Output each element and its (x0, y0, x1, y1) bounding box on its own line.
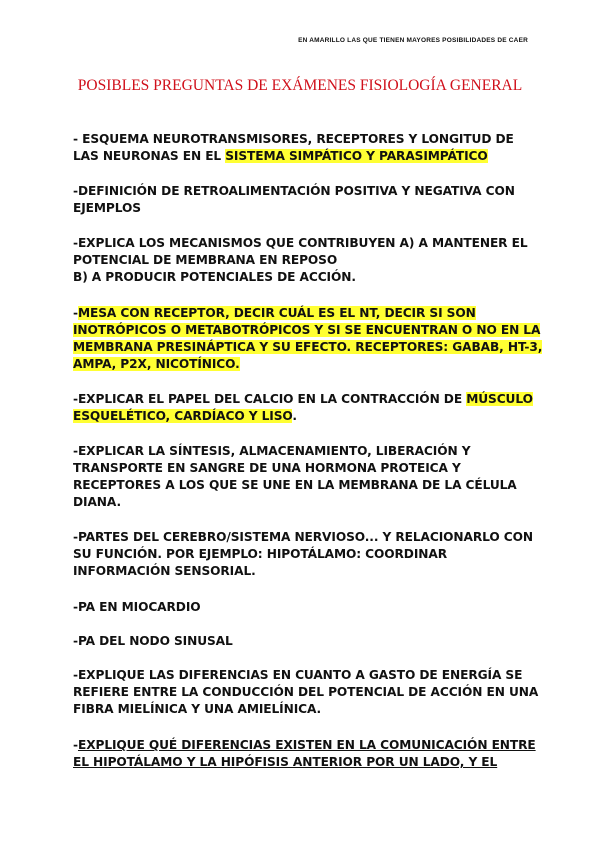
question-5 (73, 391, 543, 425)
question-7 (73, 529, 543, 580)
question-1 (73, 131, 543, 165)
question-5-period: . (292, 409, 297, 423)
question-3-text-b: B) A PRODUCIR POTENCIALES DE ACCIÓN. (73, 270, 356, 284)
question-6 (73, 443, 543, 511)
question-11-dash: - (73, 738, 78, 752)
question-4 (73, 305, 543, 373)
question-4-highlight: MESA CON RECEPTOR, DECIR CUÁL ES EL NT, DECIR SI SON INOTRÓPICOS O METABOTRÓPICOS Y SI SE ENCUENTRAN O NO EN LA MEMBRANA PRESINÁPTICA Y SU EFECTO. RECEPTORES: GABAB, HT-3, AMPA, P2X, NICOTÍNICO. (73, 306, 543, 371)
question-10 (73, 667, 543, 718)
page-title: POSIBLES PREGUNTAS DE EXÁMENES FISIOLOGÍA GENERAL (77, 77, 523, 94)
question-6-text: -EXPLICAR LA SÍNTESIS, ALMACENAMIENTO, LIBERACIÓN Y TRANSPORTE EN SANGRE DE UNA HORMONA PROTEICA Y RECEPTORES A LOS QUE SE UNE EN LA MEMBRANA DE LA CÉLULA DIANA. (73, 444, 517, 509)
question-8-text: -PA EN MIOCARDIO (73, 600, 201, 614)
question-3-text: -EXPLICA LOS MECANISMOS QUE CONTRIBUYEN A) A MANTENER EL POTENCIAL DE MEMBRANA EN REPOSO (73, 236, 528, 267)
question-3 (73, 235, 543, 286)
question-1-highlight: SISTEMA SIMPÁTICO Y PARASIMPÁTICO (225, 149, 488, 163)
question-2-text: -DEFINICIÓN DE RETROALIMENTACIÓN POSITIVA Y NEGATIVA CON EJEMPLOS (73, 184, 515, 215)
question-1-text: - ESQUEMA NEUROTRANSMISORES, RECEPTORES Y LONGITUD DE LAS NEURONAS EN EL (73, 132, 514, 163)
question-4-dash: - (73, 306, 78, 320)
question-11 (73, 737, 543, 771)
question-5-text: -EXPLICAR EL PAPEL DEL CALCIO EN LA CONTRACCIÓN DE (73, 392, 467, 406)
question-10-text: -EXPLIQUE LAS DIFERENCIAS EN CUANTO A GASTO DE ENERGÍA SE REFIERE ENTRE LA CONDUCCIÓN DEL POTENCIAL DE ACCIÓN EN UNA FIBRA MIELÍNICA Y UNA AMIELÍNICA. (73, 668, 539, 716)
question-11-underlined: EXPLIQUE QUÉ DIFERENCIAS EXISTEN EN LA COMUNICACIÓN ENTRE EL HIPOTÁLAMO Y LA HIPÓFISIS ANTERIOR POR UN LADO, Y EL (73, 738, 536, 769)
question-7-text: -PARTES DEL CEREBRO/SISTEMA NERVIOSO... Y RELACIONARLO CON SU FUNCIÓN. POR EJEMPLO: HIPOTÁLAMO: COORDINAR INFORMACIÓN SENSORIAL. (73, 530, 533, 578)
question-9 (73, 633, 543, 650)
question-8 (73, 599, 543, 616)
question-2 (73, 183, 543, 217)
header-note: EN AMARILLO LAS QUE TIENEN MAYORES POSIBILIDADES DE CAER (298, 37, 528, 44)
question-5-highlight: MÚSCULO ESQUELÉTICO, CARDÍACO Y LISO (73, 392, 533, 423)
question-9-text: -PA DEL NODO SINUSAL (73, 634, 233, 648)
